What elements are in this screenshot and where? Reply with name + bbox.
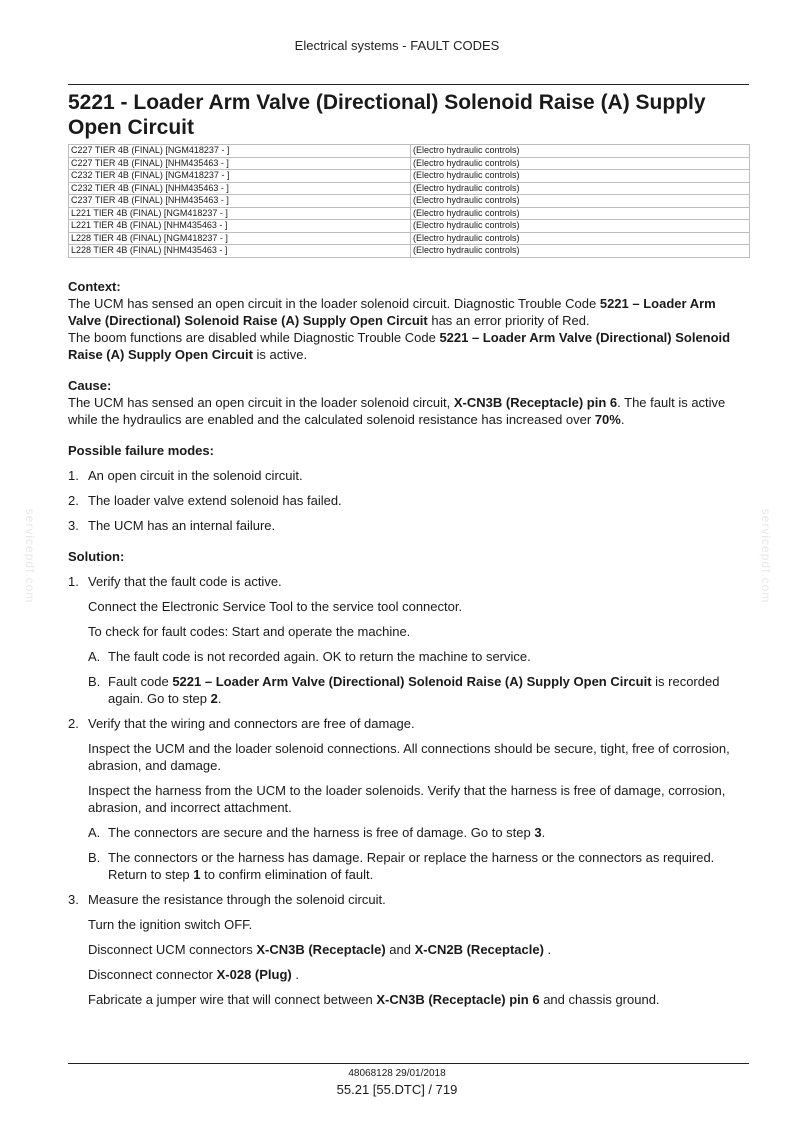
model-cell: L228 TIER 4B (FINAL) [NGM418237 - ] bbox=[69, 232, 411, 245]
group-cell: (Electro hydraulic controls) bbox=[411, 232, 750, 245]
group-cell: (Electro hydraulic controls) bbox=[411, 245, 750, 258]
model-row bbox=[69, 195, 750, 208]
step-2-outcome-b: B. The connectors or the harness has damage. Repair or replace the harness or the connectors as required. Return to step 1 to confirm elimination of fault. bbox=[88, 850, 715, 882]
solution-heading: Solution: bbox=[68, 549, 125, 564]
context-paragraph-1: The UCM has sensed an open circuit in the loader solenoid circuit. Diagnostic Trouble Code 5221 – Loader Arm Valve (Directional) Solenoid Raise (A) Supply Open Circuit has an error priority of Red. bbox=[68, 296, 716, 328]
model-row bbox=[69, 170, 750, 183]
failure-modes-heading: Possible failure modes: bbox=[68, 443, 214, 458]
model-cell: L221 TIER 4B (FINAL) [NGM418237 - ] bbox=[69, 207, 411, 220]
step-3-instruction: Fabricate a jumper wire that will connect between X-CN3B (Receptacle) pin 6 and chassis ground. bbox=[88, 992, 660, 1007]
step-1-outcome-a: A. The fault code is not recorded again. OK to return the machine to service. bbox=[88, 649, 531, 664]
step-3-instruction: Disconnect connector X-028 (Plug) . bbox=[88, 967, 299, 982]
step-1-instruction: To check for fault codes: Start and operate the machine. bbox=[88, 624, 411, 639]
failure-mode-item: 3. The UCM has an internal failure. bbox=[68, 518, 276, 533]
model-cell: L228 TIER 4B (FINAL) [NHM435463 - ] bbox=[69, 245, 411, 258]
model-cell: L221 TIER 4B (FINAL) [NHM435463 - ] bbox=[69, 220, 411, 233]
step-1-instruction: Connect the Electronic Service Tool to the service tool connector. bbox=[88, 599, 463, 614]
page-title: 5221 - Loader Arm Valve (Directional) Solenoid Raise (A) Supply Open Circuit bbox=[68, 91, 706, 139]
group-cell: (Electro hydraulic controls) bbox=[411, 195, 750, 208]
failure-mode-item: 1. An open circuit in the solenoid circuit. bbox=[68, 468, 303, 483]
document-reference: 48068128 29/01/2018 bbox=[348, 1068, 446, 1079]
model-cell: C232 TIER 4B (FINAL) [NGM418237 - ] bbox=[69, 170, 411, 183]
watermark-left: servicepdf.com bbox=[23, 508, 37, 604]
solution-step-2: 2. Verify that the wiring and connectors are free of damage. bbox=[68, 716, 415, 731]
page-number: 55.21 [55.DTC] / 719 bbox=[336, 1082, 458, 1097]
group-cell: (Electro hydraulic controls) bbox=[411, 182, 750, 195]
header-divider bbox=[68, 84, 749, 85]
group-cell: (Electro hydraulic controls) bbox=[411, 220, 750, 233]
model-row bbox=[69, 182, 750, 195]
step-1-outcome-b: B. Fault code 5221 – Loader Arm Valve (Directional) Solenoid Raise (A) Supply Open Circuit is recorded again. Go to step 2. bbox=[88, 674, 720, 706]
model-cell: C232 TIER 4B (FINAL) [NHM435463 - ] bbox=[69, 182, 411, 195]
model-cell: C227 TIER 4B (FINAL) [NHM435463 - ] bbox=[69, 157, 411, 170]
applicability-table bbox=[68, 144, 750, 258]
model-row bbox=[69, 245, 750, 258]
step-3-instruction: Turn the ignition switch OFF. bbox=[88, 917, 253, 932]
solution-step-3: 3. Measure the resistance through the solenoid circuit. bbox=[68, 892, 386, 907]
context-heading: Context: bbox=[68, 279, 121, 294]
model-cell: C237 TIER 4B (FINAL) [NHM435463 - ] bbox=[69, 195, 411, 208]
model-row bbox=[69, 232, 750, 245]
failure-mode-item: 2. The loader valve extend solenoid has failed. bbox=[68, 493, 342, 508]
cause-heading: Cause: bbox=[68, 378, 112, 393]
model-cell: C227 TIER 4B (FINAL) [NGM418237 - ] bbox=[69, 145, 411, 158]
step-2-outcome-a: A. The connectors are secure and the harness is free of damage. Go to step 3. bbox=[88, 825, 546, 840]
footer-divider bbox=[68, 1063, 749, 1064]
group-cell: (Electro hydraulic controls) bbox=[411, 157, 750, 170]
group-cell: (Electro hydraulic controls) bbox=[411, 170, 750, 183]
step-2-instruction: Inspect the harness from the UCM to the loader solenoids. Verify that the harness is free of damage, corrosion, abrasion, and incorrect attachment. bbox=[88, 783, 726, 815]
model-row bbox=[69, 207, 750, 220]
step-3-instruction: Disconnect UCM connectors X-CN3B (Receptacle) and X-CN2B (Receptacle) . bbox=[88, 942, 552, 957]
fault-body bbox=[68, 278, 749, 1008]
watermark-right: servicepdf.com bbox=[759, 508, 773, 604]
group-cell: (Electro hydraulic controls) bbox=[411, 207, 750, 220]
solution-step-1: 1. Verify that the fault code is active. bbox=[68, 574, 282, 589]
group-cell: (Electro hydraulic controls) bbox=[411, 145, 750, 158]
cause-paragraph: The UCM has sensed an open circuit in the loader solenoid circuit, X-CN3B (Receptacle) pin 6. The fault is active while the hydraulics are enabled and the calculated solenoid resistance has increased over 70%. bbox=[68, 395, 726, 427]
model-row bbox=[69, 157, 750, 170]
model-row bbox=[69, 145, 750, 158]
model-row bbox=[69, 220, 750, 233]
step-2-instruction: Inspect the UCM and the loader solenoid connections. All connections should be secure, tight, free of corrosion, abrasion, and damage. bbox=[88, 741, 730, 773]
context-paragraph-2: The boom functions are disabled while Diagnostic Trouble Code 5221 – Loader Arm Valve (Directional) Solenoid Raise (A) Supply Open Circuit is active. bbox=[68, 330, 731, 362]
running-header: Electrical systems - FAULT CODES bbox=[294, 38, 500, 53]
